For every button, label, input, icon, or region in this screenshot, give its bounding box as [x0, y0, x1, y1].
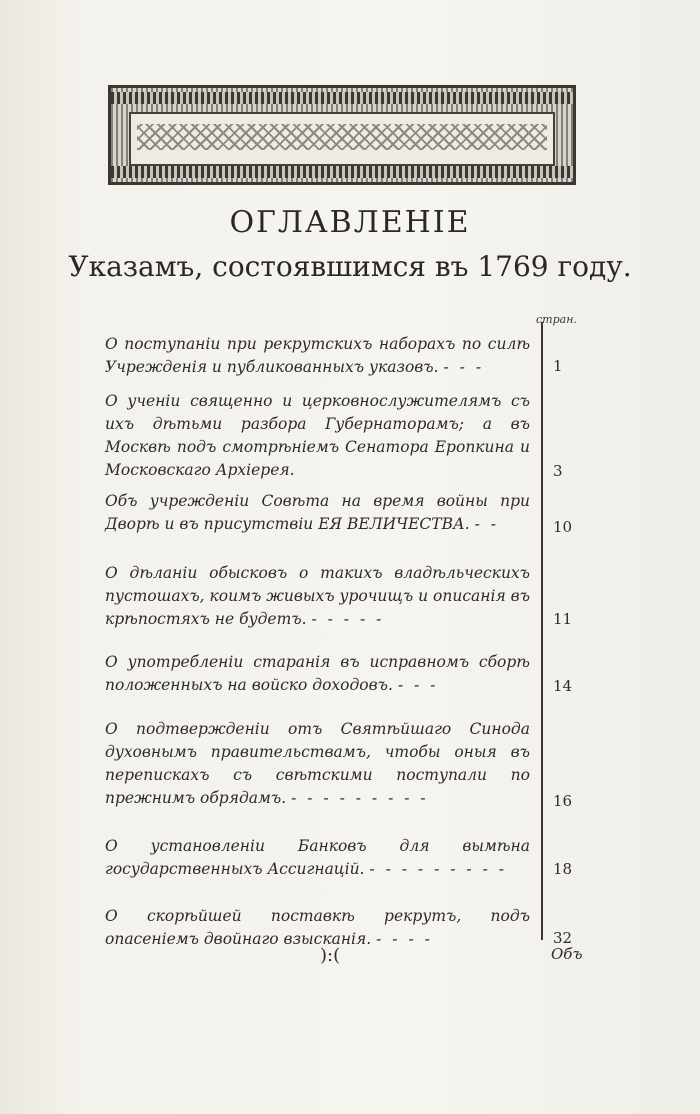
toc-entry-text: О установленіи Банковъ для вымѣна государственныхъ Ассигнацій.: [105, 837, 530, 878]
signature-mark: ):(: [320, 945, 341, 966]
toc-entry: [105, 490, 530, 536]
ornament-border-bottom: [111, 166, 573, 178]
page-column-rule: [541, 322, 543, 940]
toc-leader-dots: - - - - - - - - -: [369, 860, 507, 878]
toc-entry-page: 11: [553, 610, 573, 628]
toc-leader-dots: - - -: [397, 676, 439, 694]
toc-entry-text: О употребленіи старанія въ исправномъ сборѣ положенныхъ на войско доходовъ.: [105, 653, 530, 694]
toc-entry-text: О подтвержденіи отъ Святѣйшаго Синода духовнымъ правительствамъ, чтобы оныя въ перепискахъ съ свѣтскими поступали по прежнимъ обрядамъ.: [105, 720, 530, 807]
toc-leader-dots: - - -: [443, 358, 485, 376]
page-subtitle: Указамъ, состоявшимся въ 1769 году.: [68, 250, 632, 283]
toc-entry-page: 10: [553, 518, 573, 536]
toc-entry: [105, 835, 530, 881]
toc-entry-page: 18: [553, 860, 573, 878]
toc-leader-dots: - - - - - - - - -: [291, 789, 429, 807]
toc-entry-page: 14: [553, 677, 573, 695]
toc-entry: [105, 390, 530, 482]
toc-entry-page: 3: [553, 462, 563, 480]
toc-entry: [105, 651, 530, 697]
toc-entry-text: О скорѣйшей поставкѣ рекрутъ, подъ опасеніемъ двойнаго взысканія.: [105, 907, 530, 948]
toc-entry-page: 16: [553, 792, 573, 810]
toc-entry: [105, 562, 530, 631]
ornament-diamond-pattern: [137, 124, 547, 150]
toc-entry-page: 1: [553, 357, 563, 375]
page-title: ОГЛАВЛЕНІЕ: [229, 205, 471, 240]
ornament-inner-panel: [129, 112, 555, 166]
toc-entry-page: 32: [553, 929, 573, 947]
toc-entry: [105, 718, 530, 810]
toc-leader-dots: - - - - -: [311, 610, 385, 628]
toc-entry: [105, 905, 530, 951]
ornamental-headpiece: [108, 85, 576, 185]
ornament-border-top: [111, 92, 573, 104]
catchword: Объ: [551, 945, 583, 963]
toc-entry-text: О ученіи священно и церковнослужителямъ съ ихъ дѣтьми разбора Губернаторамъ; а въ Москвѣ подъ смотрѣніемъ Сенатора Еропкина и Московскаго Архіерея.: [105, 392, 530, 479]
toc-entry-text: О дѣланіи обысковъ о такихъ владѣльческихъ пустошахъ, коимъ живыхъ урочищъ и описанія въ крѣпостяхъ не будетъ.: [105, 564, 530, 628]
toc-entry-text: О поступаніи при рекрутскихъ наборахъ по силѣ Учрежденія и публикованныхъ указовъ.: [105, 335, 530, 376]
toc-entry-text: Объ учрежденіи Совѣта на время войны при Дворѣ и въ присутствіи ЕЯ ВЕЛИЧЕСТВА.: [105, 492, 530, 533]
toc-entry: [105, 333, 530, 379]
page-column-label: стран.: [536, 313, 577, 326]
toc-leader-dots: - - - -: [376, 930, 433, 948]
toc-leader-dots: - -: [474, 515, 500, 533]
